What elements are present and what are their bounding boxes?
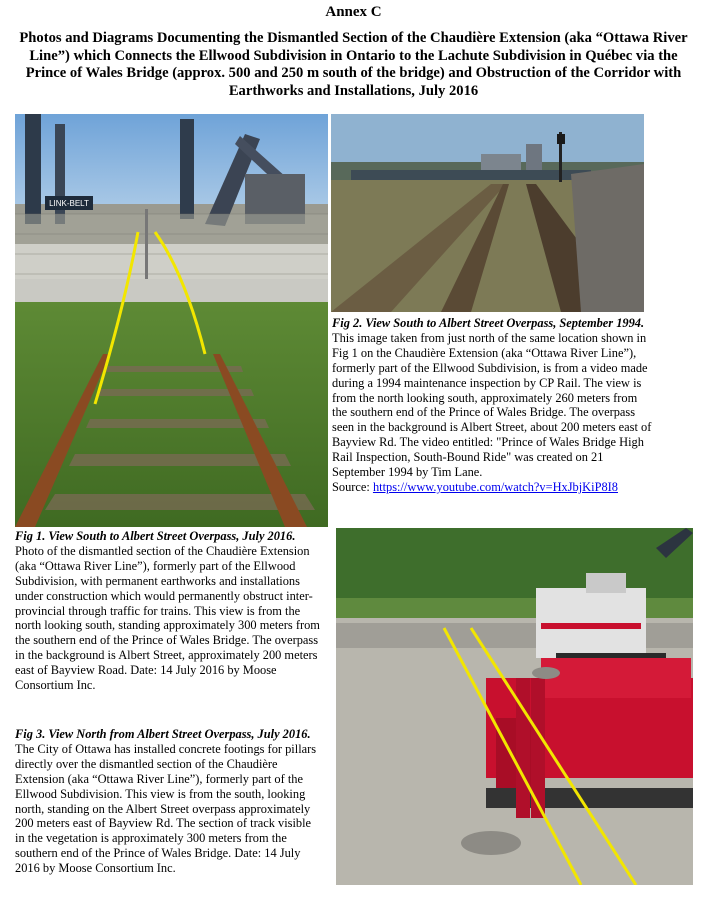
fig2-caption-lead: Fig 2. View South to Albert Street Overpass, September 1994. <box>332 316 645 330</box>
fig2-photo <box>331 114 644 312</box>
fig2-source-label: Source: <box>332 479 373 494</box>
fig3-caption-body: The City of Ottawa has installed concrete footings for pillars directly over the dismantled section of the Chaudière Extension (aka “Ottawa River Line”), formerly part of the Ellwood Subdivision. This view is from the south, looking north, standing on the Albert Street overpass approximately 200 meters east of Bayview Rd. The section of track visible in the vegetation is approximately 300 meters from the southern end of the Prince of Wales Bridge. Date: 14 July 2016 by Moose Consortium Inc. <box>15 741 317 876</box>
fig1-sign-text: LINK-BELT <box>49 199 89 208</box>
annex-label: Annex C <box>325 4 382 20</box>
fig3-photo <box>336 528 693 885</box>
fig1-caption <box>15 529 323 693</box>
fig3-caption <box>15 727 323 876</box>
fig2-source-link[interactable]: https://www.youtube.com/watch?v=HxJbjKiP8I8 <box>372 479 618 494</box>
fig2-caption <box>332 316 654 495</box>
fig2-caption-body: This image taken from just north of the same location shown in Fig 1 on the Chaudière Extension (aka “Ottawa River Line”), formerly part of the Ellwood Subdivision, is from a video made during a 1994 maintenance inspection by CP Rail. The view is from the north looking south, approximately 260 meters from the southern end of the Prince of Wales Bridge. The overpass seen in the background is Albert Street, about 200 meters east of Bayview Rd. The video entitled: "Prince of Wales Bridge High Rail Inspection, South-Bound Ride" was created on 21 September 1994 by Tim Lane. <box>332 330 652 480</box>
page-title: Photos and Diagrams Documenting the Dismantled Section of the Chaudière Extension (aka “Ottawa River Line”) which Connects the Ellwood Subdivision in Ontario to the Lachute Subdivision in Québec via the Prince of Wales Bridge (approx. 500 and 250 m south of the bridge) and Obstruction of the Corridor with Earthworks and Installations, July 2016 <box>19 30 688 99</box>
fig1-caption-body: Photo of the dismantled section of the Chaudière Extension (aka “Ottawa River Line”), formerly part of the Ellwood Subdivision, with permanent earthworks and installations under construction which would permanently obstruct inter-provincial through traffic for trains. This view is from the north looking south, standing approximately 300 meters from the southern end of the Prince of Wales Bridge. The overpass in the background is Albert Street, approximately 200 meters east of Bayview Road. Date: 14 July 2016 by Moose Consortium Inc. <box>15 543 320 693</box>
fig1-photo <box>15 114 328 527</box>
fig1-caption-lead: Fig 1. View South to Albert Street Overpass, July 2016. <box>15 529 296 543</box>
fig3-caption-lead: Fig 3. View North from Albert Street Overpass, July 2016. <box>15 727 311 741</box>
